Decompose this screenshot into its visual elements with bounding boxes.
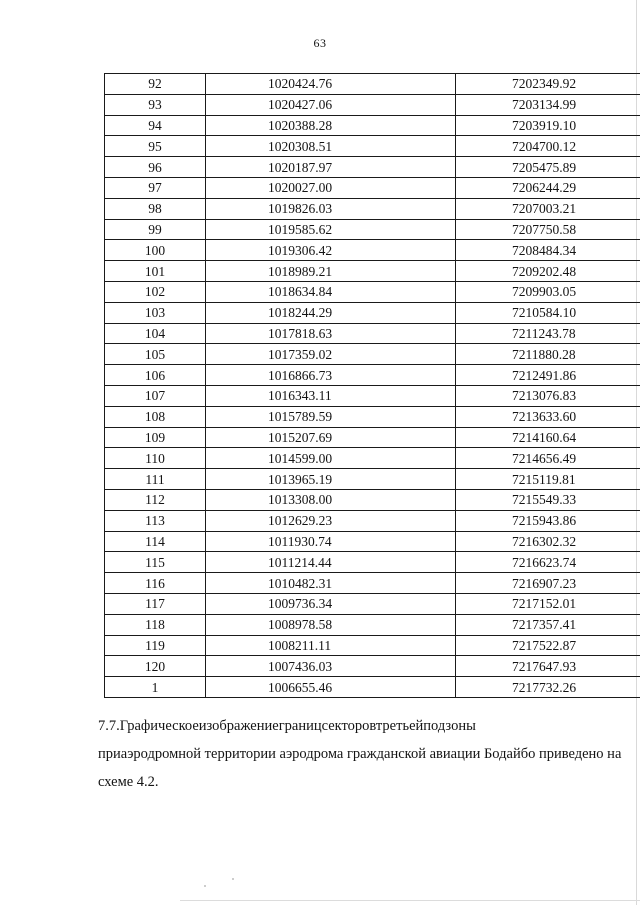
y-coordinate-cell: 7217647.93: [456, 656, 640, 677]
y-coordinate-cell: 7203919.10: [456, 115, 640, 136]
y-coordinate-cell: 7205475.89: [456, 157, 640, 178]
x-coordinate-cell: 1019826.03: [206, 198, 456, 219]
y-coordinate-cell: 7217152.01: [456, 593, 640, 614]
paragraph-word: третьей: [375, 718, 424, 734]
x-coordinate-cell: 1012629.23: [206, 510, 456, 531]
point-number-cell: 1: [105, 677, 206, 698]
x-coordinate-cell: 1018989.21: [206, 261, 456, 282]
scan-speck: [204, 885, 206, 887]
point-number-cell: 112: [105, 489, 206, 510]
y-coordinate-cell: 7215119.81: [456, 469, 640, 490]
coordinates-table-body: [105, 74, 640, 698]
x-coordinate-cell: 1017359.02: [206, 344, 456, 365]
point-number-cell: 111: [105, 469, 206, 490]
coordinates-table: [104, 73, 640, 698]
table-row: [105, 344, 640, 365]
y-coordinate-cell: 7206244.29: [456, 177, 640, 198]
page-number: 63: [313, 36, 327, 50]
table-row: [105, 323, 640, 344]
table-row: [105, 219, 640, 240]
point-number-cell: 97: [105, 177, 206, 198]
x-coordinate-cell: 1010482.31: [206, 573, 456, 594]
table-row: [105, 635, 640, 656]
table-row: [105, 94, 640, 115]
table-row: [105, 302, 640, 323]
x-coordinate-cell: 1011930.74: [206, 531, 456, 552]
x-coordinate-cell: 1020308.51: [206, 136, 456, 157]
y-coordinate-cell: 7204700.12: [456, 136, 640, 157]
x-coordinate-cell: 1018634.84: [206, 281, 456, 302]
paragraph-word: Графическое: [119, 718, 199, 734]
x-coordinate-cell: 1008978.58: [206, 614, 456, 635]
paragraph-word: подзоны: [423, 718, 476, 734]
table-row: [105, 115, 640, 136]
y-coordinate-cell: 7215549.33: [456, 489, 640, 510]
table-row: [105, 427, 640, 448]
x-coordinate-cell: 1016866.73: [206, 365, 456, 386]
point-number-cell: 114: [105, 531, 206, 552]
x-coordinate-cell: 1015207.69: [206, 427, 456, 448]
point-number-cell: 99: [105, 219, 206, 240]
y-coordinate-cell: 7214656.49: [456, 448, 640, 469]
y-coordinate-cell: 7202349.92: [456, 74, 640, 95]
x-coordinate-cell: 1020187.97: [206, 157, 456, 178]
point-number-cell: 110: [105, 448, 206, 469]
x-coordinate-cell: 1020424.76: [206, 74, 456, 95]
x-coordinate-cell: 1007436.03: [206, 656, 456, 677]
paragraph-line-3: схеме 4.2.: [98, 774, 159, 790]
scan-speck: [232, 878, 234, 880]
table-row: [105, 552, 640, 573]
x-coordinate-cell: 1019306.42: [206, 240, 456, 261]
table-row: [105, 489, 640, 510]
x-coordinate-cell: 1006655.46: [206, 677, 456, 698]
paragraph-word: границ: [278, 718, 322, 734]
point-number-cell: 113: [105, 510, 206, 531]
point-number-cell: 104: [105, 323, 206, 344]
x-coordinate-cell: 1020427.06: [206, 94, 456, 115]
x-coordinate-cell: 1017818.63: [206, 323, 456, 344]
point-number-cell: 115: [105, 552, 206, 573]
table-row: [105, 281, 640, 302]
point-number-cell: 120: [105, 656, 206, 677]
table-row: [105, 240, 640, 261]
y-coordinate-cell: 7213076.83: [456, 385, 640, 406]
point-number-cell: 107: [105, 385, 206, 406]
point-number-cell: 117: [105, 593, 206, 614]
paragraph-word: изображение: [198, 718, 279, 734]
y-coordinate-cell: 7212491.86: [456, 365, 640, 386]
point-number-cell: 94: [105, 115, 206, 136]
point-number-cell: 96: [105, 157, 206, 178]
table-row: [105, 385, 640, 406]
y-coordinate-cell: 7211243.78: [456, 323, 640, 344]
table-row: [105, 365, 640, 386]
y-coordinate-cell: 7217732.26: [456, 677, 640, 698]
table-row: [105, 531, 640, 552]
table-row: [105, 469, 640, 490]
y-coordinate-cell: 7209903.05: [456, 281, 640, 302]
point-number-cell: 95: [105, 136, 206, 157]
table-row: [105, 177, 640, 198]
point-number-cell: 98: [105, 198, 206, 219]
x-coordinate-cell: 1016343.11: [206, 385, 456, 406]
paragraph-line-2: приаэродромной территории аэродрома гражданской авиации Бодайбо приведено на: [98, 746, 622, 762]
x-coordinate-cell: 1020027.00: [206, 177, 456, 198]
table-row: [105, 510, 640, 531]
point-number-cell: 108: [105, 406, 206, 427]
y-coordinate-cell: 7211880.28: [456, 344, 640, 365]
y-coordinate-cell: 7210584.10: [456, 302, 640, 323]
table-row: [105, 614, 640, 635]
paragraph-line-1: [98, 712, 594, 740]
point-number-cell: 93: [105, 94, 206, 115]
x-coordinate-cell: 1015789.59: [206, 406, 456, 427]
x-coordinate-cell: 1013308.00: [206, 489, 456, 510]
y-coordinate-cell: 7216907.23: [456, 573, 640, 594]
paragraph-word: 7.7.: [98, 718, 120, 734]
table-row: [105, 677, 640, 698]
y-coordinate-cell: 7216302.32: [456, 531, 640, 552]
table-row: [105, 406, 640, 427]
point-number-cell: 100: [105, 240, 206, 261]
table-row: [105, 74, 640, 95]
y-coordinate-cell: 7217522.87: [456, 635, 640, 656]
table-row: [105, 593, 640, 614]
y-coordinate-cell: 7213633.60: [456, 406, 640, 427]
x-coordinate-cell: 1008211.11: [206, 635, 456, 656]
point-number-cell: 102: [105, 281, 206, 302]
point-number-cell: 109: [105, 427, 206, 448]
y-coordinate-cell: 7209202.48: [456, 261, 640, 282]
x-coordinate-cell: 1011214.44: [206, 552, 456, 573]
x-coordinate-cell: 1019585.62: [206, 219, 456, 240]
point-number-cell: 92: [105, 74, 206, 95]
table-row: [105, 261, 640, 282]
y-coordinate-cell: 7217357.41: [456, 614, 640, 635]
point-number-cell: 105: [105, 344, 206, 365]
table-row: [105, 656, 640, 677]
x-coordinate-cell: 1020388.28: [206, 115, 456, 136]
paragraph-word: секторов: [321, 718, 376, 734]
table-row: [105, 136, 640, 157]
section-7-7-paragraph: [98, 712, 622, 796]
x-coordinate-cell: 1014599.00: [206, 448, 456, 469]
y-coordinate-cell: 7207750.58: [456, 219, 640, 240]
y-coordinate-cell: 7203134.99: [456, 94, 640, 115]
point-number-cell: 118: [105, 614, 206, 635]
x-coordinate-cell: 1013965.19: [206, 469, 456, 490]
y-coordinate-cell: 7216623.74: [456, 552, 640, 573]
y-coordinate-cell: 7208484.34: [456, 240, 640, 261]
point-number-cell: 106: [105, 365, 206, 386]
point-number-cell: 101: [105, 261, 206, 282]
table-row: [105, 198, 640, 219]
table-row: [105, 573, 640, 594]
y-coordinate-cell: 7214160.64: [456, 427, 640, 448]
point-number-cell: 116: [105, 573, 206, 594]
x-coordinate-cell: 1018244.29: [206, 302, 456, 323]
y-coordinate-cell: 7215943.86: [456, 510, 640, 531]
point-number-cell: 103: [105, 302, 206, 323]
page-edge-shadow-bottom: [180, 900, 640, 901]
x-coordinate-cell: 1009736.34: [206, 593, 456, 614]
point-number-cell: 119: [105, 635, 206, 656]
table-row: [105, 448, 640, 469]
y-coordinate-cell: 7207003.21: [456, 198, 640, 219]
table-row: [105, 157, 640, 178]
